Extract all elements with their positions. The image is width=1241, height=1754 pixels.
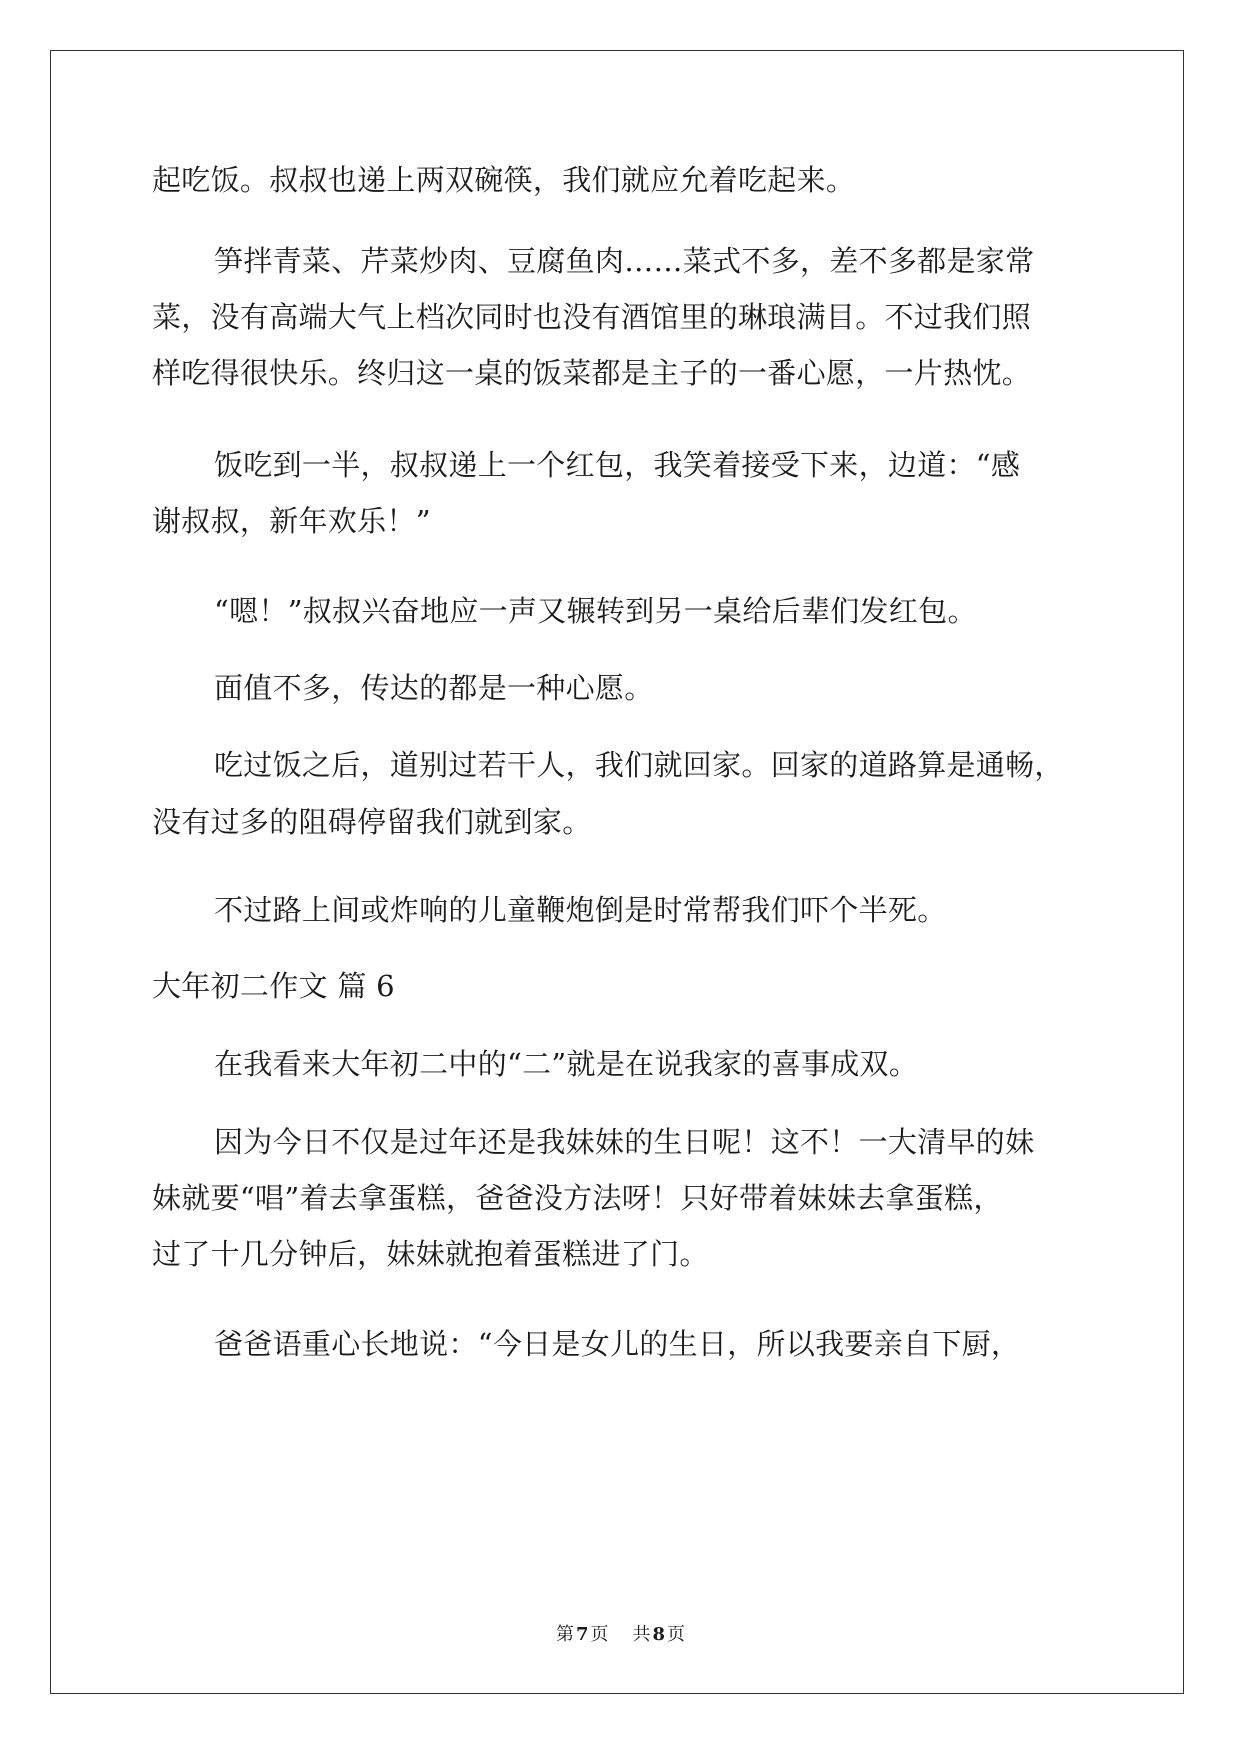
text-line: 谢叔叔，新年欢乐！” xyxy=(152,504,431,538)
paragraph-start: 面值不多，传达的都是一种心愿。 xyxy=(214,671,654,705)
text-line: 过了十几分钟后，妹妹就抱着蛋糕进了门。 xyxy=(152,1237,709,1271)
paragraph-start: 爸爸语重心长地说：“今日是女儿的生日，所以我要亲自下厨， xyxy=(214,1327,1021,1361)
footer-total-prefix: 共 xyxy=(632,1624,651,1645)
paragraph-start: 吃过饭之后，道别过若干人，我们就回家。回家的道路算是通畅， xyxy=(214,748,1064,782)
paragraph-start: 因为今日不仅是过年还是我妹妹的生日呢！这不！一大清早的妹 xyxy=(214,1125,1035,1159)
paragraph-start: 不过路上间或炸响的儿童鞭炮倒是时常帮我们吓个半死。 xyxy=(214,893,947,927)
paragraph-start: 饭吃到一半，叔叔递上一个红包，我笑着接受下来，边道：“感 xyxy=(214,448,1021,482)
footer-prefix: 第 xyxy=(555,1624,574,1645)
text-line: 样吃得很快乐。终归这一桌的饭菜都是主子的一番心愿，一片热忱。 xyxy=(152,356,1032,390)
paragraph-start: “嗯！”叔叔兴奋地应一声又辗转到另一桌给后辈们发红包。 xyxy=(214,594,977,628)
page-footer xyxy=(0,1620,1241,1646)
total-pages-number: 8 xyxy=(652,1624,666,1645)
footer-page-suffix: 页 xyxy=(590,1624,609,1645)
paragraph-start: 笋拌青菜、芹菜炒肉、豆腐鱼肉……菜式不多，差不多都是家常 xyxy=(214,244,1035,278)
text-line: 起吃饭。叔叔也递上两双碗筷，我们就应允着吃起来。 xyxy=(152,163,856,197)
text-line: 没有过多的阻碍停留我们就到家。 xyxy=(152,805,592,839)
current-page-number: 7 xyxy=(575,1624,589,1645)
paragraph-start: 在我看来大年初二中的“二”就是在说我家的喜事成双。 xyxy=(214,1047,919,1081)
text-line: 妹就要“唱”着去拿蛋糕，爸爸没方法呀！只好带着妹妹去拿蛋糕， xyxy=(152,1181,1003,1215)
section-heading: 大年初二作文 篇 6 xyxy=(152,969,395,1003)
footer-total-suffix: 页 xyxy=(667,1624,686,1645)
text-line: 菜，没有高端大气上档次同时也没有酒馆里的琳琅满目。不过我们照 xyxy=(152,300,1032,334)
